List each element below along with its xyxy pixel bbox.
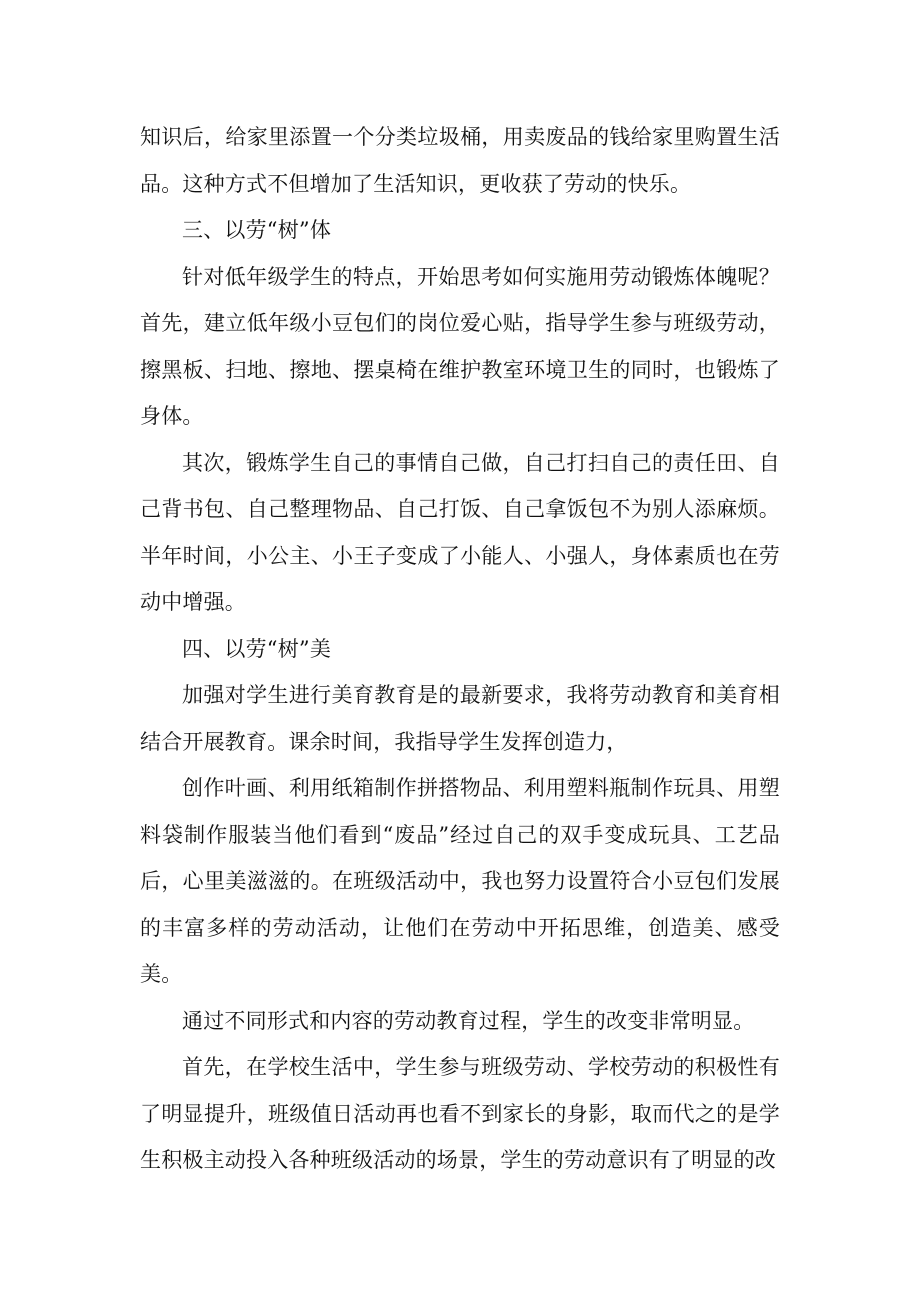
paragraph: 针对低年级学生的特点，开始思考如何实施用劳动锻炼体魄呢？首先，建立低年级小豆包们的岗位爱心贴，指导学生参与班级劳动，擦黑板、扫地、擦地、摆桌椅在维护教室环境卫生的同时，也锻炼了身体。 <box>140 264 780 428</box>
paragraph: 加强对学生进行美育教育是的最新要求，我将劳动教育和美育相结合开展教育。课余时间，我指导学生发挥创造力， <box>140 683 780 754</box>
section-heading-3: 三、以劳“树”体 <box>182 218 332 242</box>
paragraph: 首先，在学校生活中，学生参与班级劳动、学校劳动的积极性有了明显提升，班级值日活动再也看不到家长的身影，取而代之的是学生积极主动投入各种班级活动的场景，学生的劳动意识有了明显的改 <box>140 1055 780 1172</box>
paragraph: 通过不同形式和内容的劳动教育过程，学生的改变非常明显。 <box>182 1008 755 1033</box>
paragraph-continuation: 知识后，给家里添置一个分类垃圾桶，用卖废品的钱给家里购置生活品。这种方式不但增加了生活知识，更收获了劳动的快乐。 <box>140 125 780 196</box>
paragraph: 其次，锻炼学生自己的事情自己做，自己打扫自己的责任田、自己背书包、自己整理物品、自己打饭、自己拿饭包不为别人添麻烦。半年时间，小公主、小王子变成了小能人、小强人，身体素质也在劳动中增强。 <box>140 450 780 614</box>
paragraph: 创作叶画、利用纸箱制作拼搭物品、利用塑料瓶制作玩具、用塑料袋制作服装当他们看到“废品”经过自己的双手变成玩具、工艺品后，心里美滋滋的。在班级活动中，我也努力设置符合小豆包们发展的丰富多样的劳动活动，让他们在劳动中开拓思维，创造美、感受美。 <box>140 776 780 986</box>
section-heading-4: 四、以劳“树”美 <box>182 636 332 661</box>
body-text <box>140 114 780 1184</box>
